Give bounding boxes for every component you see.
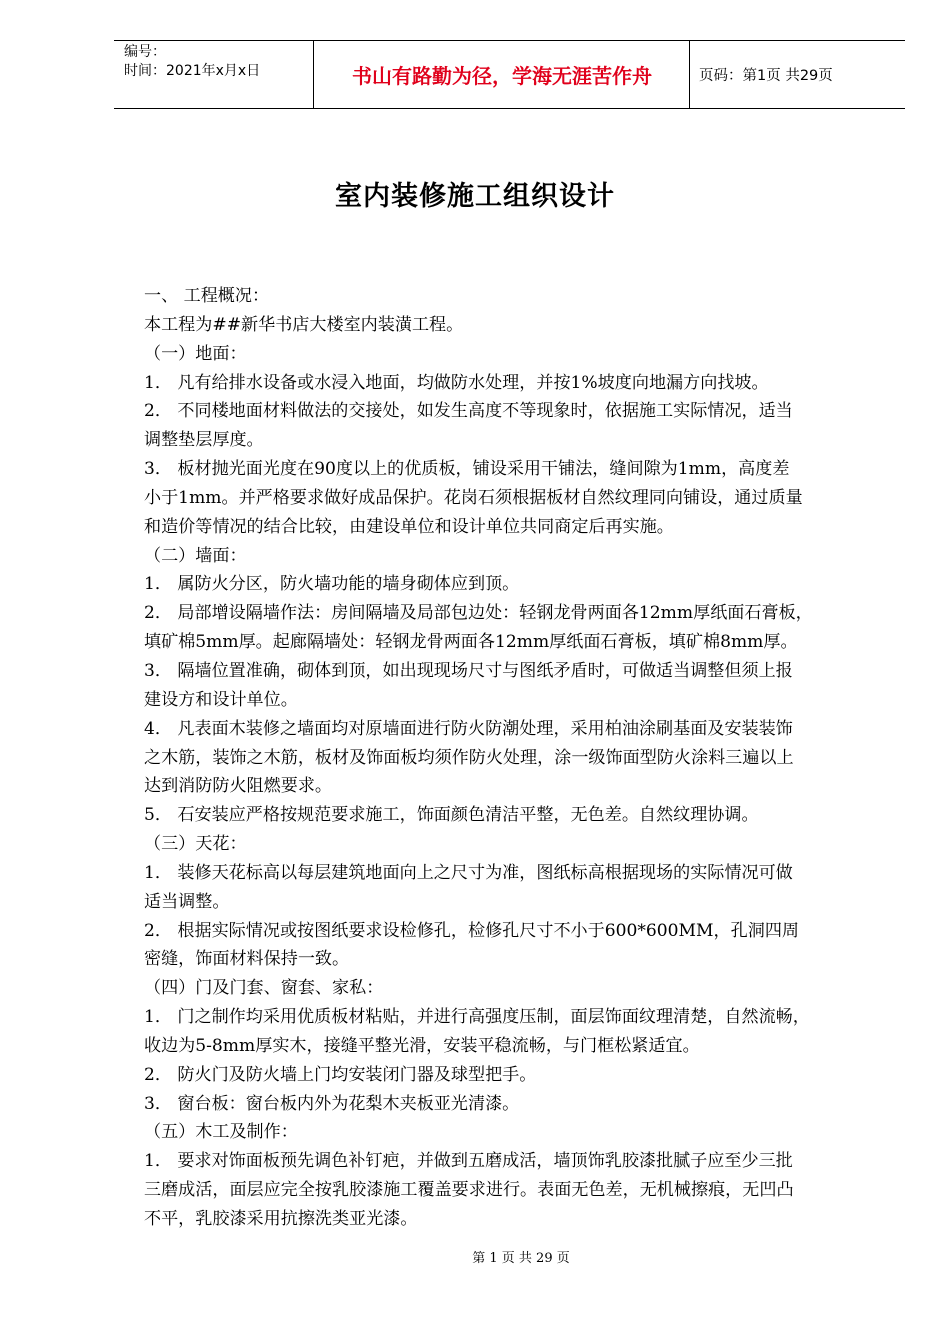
body-line: 3． 板材抛光面光度在90度以上的优质板，铺设采用干铺法，缝间隙为1mm，高度差	[144, 459, 790, 480]
body-line: 建设方和设计单位。	[144, 689, 298, 710]
body-line: 1． 门之制作均采用优质板材粘贴，并进行高强度压制，面层饰面纹理清楚，自然流畅，	[144, 1007, 810, 1028]
body-line: 1． 凡有给排水设备或水浸入地面，均做防水处理，并按1%坡度向地漏方向找坡。	[144, 372, 769, 393]
page-footer: 第 1 页 共 29 页	[472, 1251, 570, 1266]
body-line: 5． 石安装应严格按规范要求施工，饰面颜色清洁平整，无色差。自然纹理协调。	[144, 805, 759, 826]
document-header	[114, 40, 905, 109]
body-line: 三磨成活，面层应完全按乳胶漆施工覆盖要求进行。表面无色差，无机械擦痕，无凹凸	[144, 1180, 794, 1201]
body-line: 不平，乳胶漆采用抗擦洗类亚光漆。	[144, 1209, 418, 1229]
header-meta	[114, 41, 314, 108]
body-line: （五）木工及制作：	[144, 1122, 298, 1143]
body-line: 收边为5-8mm厚实木，接缝平整光滑，安装平稳流畅，与门框松紧适宜。	[144, 1035, 700, 1056]
body-line: （四）门及门套、窗套、家私：	[144, 978, 384, 999]
body-line: 填矿棉5mm厚。起廊隔墙处：轻钢龙骨两面各12mm厚纸面石膏板，填矿棉8mm厚。	[144, 632, 798, 653]
time-label: 时间：2021年x月x日	[124, 63, 261, 79]
number-label: 编号：	[124, 44, 166, 60]
document-title: 室内装修施工组织设计	[335, 181, 615, 212]
body-line: 之木筋，装饰之木筋，板材及饰面板均须作防火处理，涂一级饰面型防火涂料三遍以上	[144, 747, 794, 768]
body-line: 4． 凡表面木装修之墙面均对原墙面进行防火防潮处理，采用柏油涂刷基面及安装装饰	[144, 718, 793, 739]
body-line: 密缝，饰面材料保持一致。	[144, 949, 350, 970]
body-line: 3． 窗台板：窗台板内外为花梨木夹板亚光清漆。	[144, 1093, 520, 1114]
body-line: 2． 防火门及防火墙上门均安装闭门器及球型把手。	[144, 1064, 537, 1085]
body-line: 2． 根据实际情况或按图纸要求设检修孔，检修孔尺寸不小于600*600MM，孔洞四周	[144, 920, 800, 941]
body-line: 3． 隔墙位置准确，砌体到顶，如出现现场尺寸与图纸矛盾时，可做适当调整但须上报	[144, 660, 793, 681]
body-line: （二）墙面：	[144, 545, 247, 566]
body-line: 一、 工程概况：	[144, 286, 270, 306]
body-line: （一）地面：	[144, 343, 247, 364]
body-line: 1． 要求对饰面板预先调色补钉疤，并做到五磨成活，墙顶饰乳胶漆批腻子应至少三批	[144, 1151, 793, 1172]
header-page-info: 页码：第1页 共29页	[699, 68, 833, 84]
body-line: 本工程为##新华书店大楼室内装潢工程。	[144, 314, 464, 335]
document-body	[144, 282, 889, 1234]
body-line: 小于1mm。并严格要求做好成品保护。花岗石须根据板材自然纹理同向铺设，通过质量	[144, 487, 803, 508]
header-motto: 书山有路勤为径，学海无涯苦作舟	[315, 41, 690, 108]
body-line: 达到消防防火阻燃要求。	[144, 776, 333, 797]
body-line: 2． 局部增设隔墙作法：房间隔墙及局部包边处：轻钢龙骨两面各12mm厚纸面石膏板，	[144, 603, 813, 624]
body-line: 1． 装修天花标高以每层建筑地面向上之尺寸为准，图纸标高根据现场的实际情况可做	[144, 862, 793, 883]
body-line: （三）天花：	[144, 834, 247, 855]
body-line: 调整垫层厚度。	[144, 430, 264, 451]
body-line: 2． 不同楼地面材料做法的交接处，如发生高度不等现象时，依据施工实际情况，适当	[144, 401, 793, 422]
body-line: 适当调整。	[144, 891, 230, 912]
body-line: 1． 属防火分区，防火墙功能的墙身砌体应到顶。	[144, 574, 520, 595]
body-line: 和造价等情况的结合比较，由建设单位和设计单位共同商定后再实施。	[144, 516, 674, 537]
